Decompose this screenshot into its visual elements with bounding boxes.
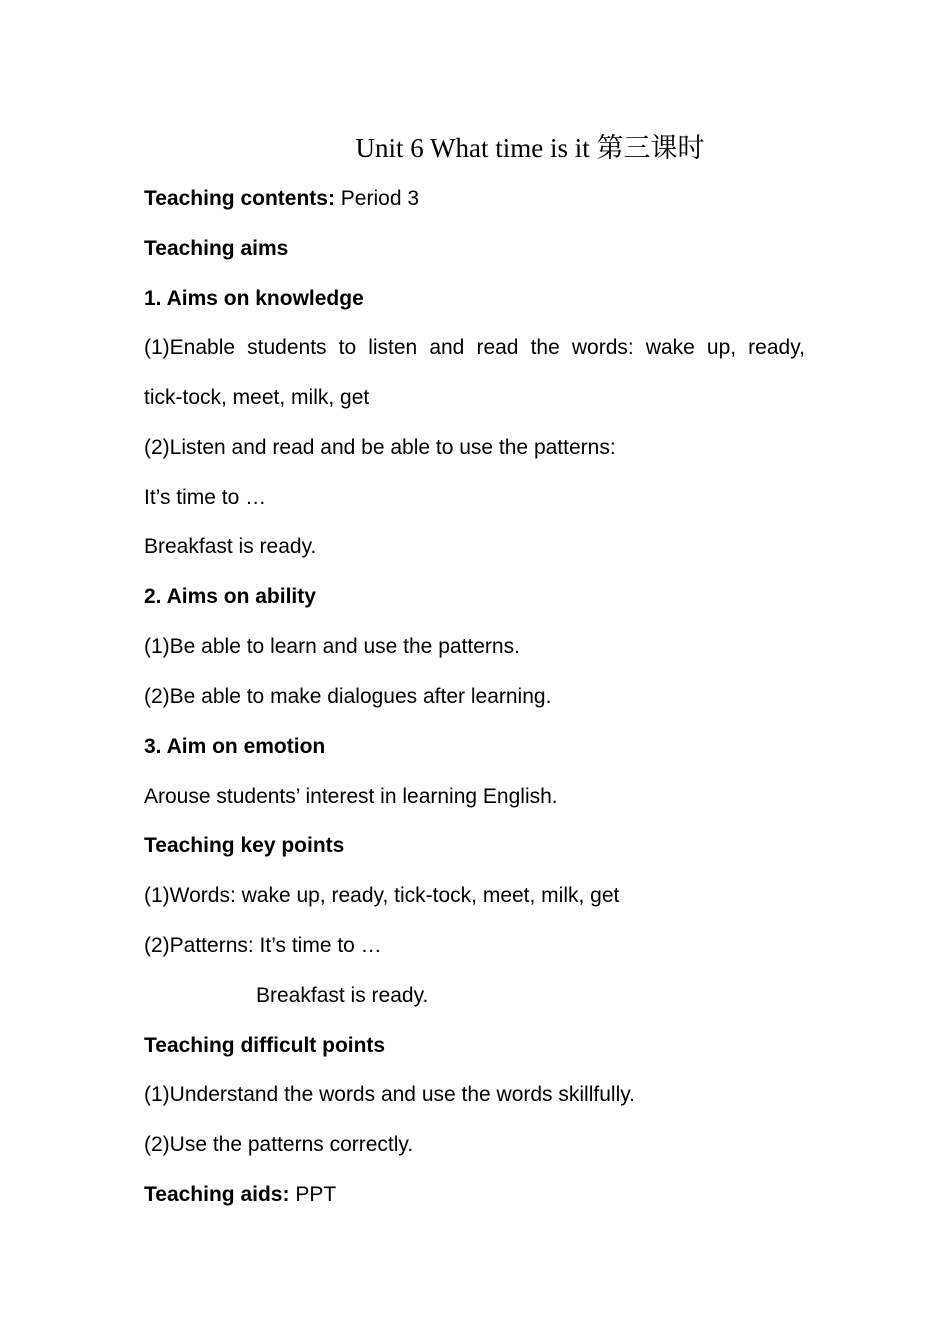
difficult-points-heading: Teaching difficult points [144,1034,386,1057]
teaching-aids-label: Teaching aids: [144,1183,290,1206]
key-point-2: (2)Patterns: It’s time to … [144,934,382,957]
pattern-item-1: It’s time to … [144,486,267,509]
key-point-1: (1)Words: wake up, ready, tick-tock, meet, milk, get [144,884,620,907]
key-point-2-continued: Breakfast is ready. [256,984,429,1007]
teaching-aids-line [144,1181,336,1209]
teaching-contents-line [144,185,419,213]
teaching-contents-label: Teaching contents: [144,187,335,210]
knowledge-item-2: (2)Listen and read and be able to use the patterns: [144,436,616,459]
ability-item-1: (1)Be able to learn and use the patterns. [144,635,520,658]
teaching-contents-value: Period 3 [334,187,420,210]
emotion-item-1: Arouse students’ interest in learning English. [144,785,558,808]
knowledge-item-1-line-1: (1)Enable students to listen and read the words: wake up, ready, [144,336,805,359]
teaching-aids-value: PPT [289,1183,337,1206]
ability-item-2: (2)Be able to make dialogues after learning. [144,685,552,708]
emotion-heading: 3. Aim on emotion [144,735,326,758]
difficult-point-2: (2)Use the patterns correctly. [144,1133,414,1156]
key-points-heading: Teaching key points [144,834,345,857]
document-title: Unit 6 What time is it 第三课时 [355,133,705,163]
pattern-item-2: Breakfast is ready. [144,535,317,558]
ability-heading: 2. Aims on ability [144,585,316,608]
difficult-point-1: (1)Understand the words and use the words skillfully. [144,1083,636,1106]
knowledge-heading: 1. Aims on knowledge [144,287,364,310]
knowledge-item-1-line-2: tick-tock, meet, milk, get [144,386,370,409]
teaching-aims-heading: Teaching aims [144,237,289,260]
